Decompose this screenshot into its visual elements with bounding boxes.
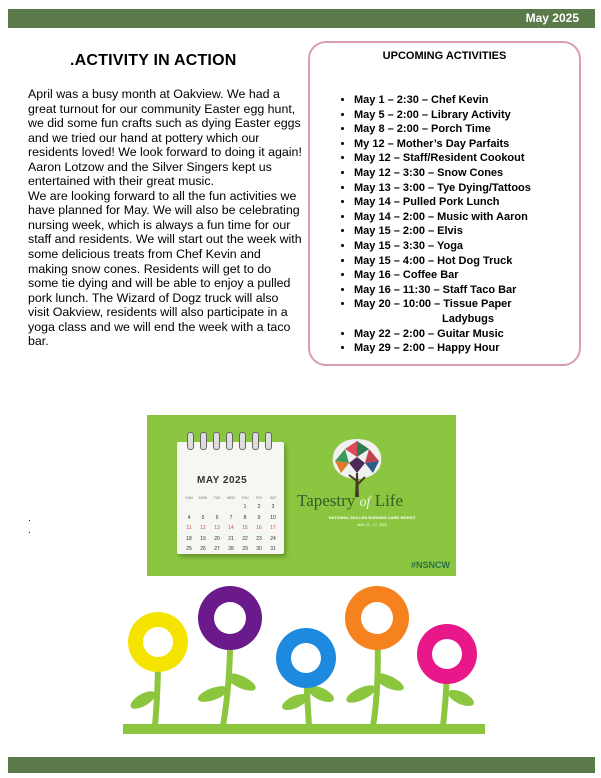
day-cell: 24 [270,535,276,542]
day-cell: 19 [200,535,206,542]
activity-item: • May 22 – 2:00 – Guitar Music [354,327,531,342]
activity-item: • May 14 – 2:00 – Music with Aaron [354,210,531,225]
activity-item: • May 12 – Staff/Resident Cookout [354,151,531,166]
day-cell: 9 [257,514,261,521]
day-cell: 29 [242,546,248,552]
paragraph-2: We are looking forward to all the fun activities we have planned for May. We will also be celebrating nursing week, which is always a fun time for our staff and residents. We will start out the week with some delicious treats from Chef Kevin and making snow cones. Residents will get to do some tie dying and will be able to enjoy a pulled pork lunch. The Wizard of Dogz truck will also visit Oakview, residents will also participate in a yoga class and we will end the week with a taco bar. [28,188,302,349]
activity-item-text: May 20 – 10:00 – Tissue Paper [354,298,512,311]
day-cell: 1 [243,504,247,510]
activity-item: • May 15 – 4:00 – Hot Dog Truck [354,254,531,269]
calendar-week [182,534,280,545]
day-cell: 4 [187,514,191,521]
brand-name [147,491,456,511]
weekday: THU [241,496,249,500]
day-cell: 28 [228,546,234,552]
day-cell: 23 [256,535,262,542]
day-cell: 17 [270,525,276,531]
day-cell: 26 [200,546,206,552]
header-bar [8,9,595,28]
stray-dot: . [28,513,31,524]
newsletter-date: May 2025 [525,11,579,25]
activity-item: • May 16 – 11:30 – Staff Taco Bar [354,283,531,298]
day-cell: 12 [200,525,206,531]
day-cell: 30 [256,546,262,552]
day-cell: 25 [186,546,192,552]
paragraph-1: April was a busy month at Oakview. We had a great turnout for our community Easter egg hunt, we did some fun crafts such as dying Easter eggs and we tried our hand at pottery which our residents loved! We look forward to doing it again! Aaron Lotzow and the Silver Singers kept us entertained with their great music. [28,87,302,189]
upcoming-activities-box [308,41,581,366]
day-cell: 7 [229,514,233,521]
activity-item-continuation: Ladybugs [442,312,494,325]
activity-item: • My 12 – Mother’s Day Parfaits [354,137,531,152]
day-cell: 5 [201,514,205,521]
article-body [28,87,303,349]
day-cell: 31 [270,546,276,552]
calendar-week [182,513,280,524]
activity-item: • May 5 – 2:00 – Library Activity [354,108,531,123]
day-cell: 21 [228,535,234,542]
brand-word: Tapestry [297,491,356,510]
weekday: TUE [213,496,221,500]
title-prefix: . [70,52,75,69]
day-cell: 15 [242,525,248,531]
activity-item: • May 1 – 2:30 – Chef Kevin [354,93,531,108]
brand-word: Life [374,491,404,510]
day-cell: 6 [215,514,219,521]
weekday: MON [198,496,208,500]
brand-word-of: of [359,495,371,510]
activity-list [334,93,531,356]
day-cell: 8 [243,514,247,521]
flowers-illustration-icon [123,582,485,737]
activity-item: • May 29 – 2:00 – Happy Hour [354,341,531,356]
activity-item: • May 15 – 2:00 – Elvis [354,224,531,239]
activity-item: • May 16 – Coffee Bar [354,268,531,283]
footer-bar [8,757,595,773]
activity-item: • May 12 – 3:30 – Snow Cones [354,166,531,181]
calendar-month: MAY 2025 [197,475,248,486]
stray-dots [28,513,31,537]
nursing-week-dates: MAY 11 – 17, 2025 [357,523,387,527]
hashtag: #NSNCW [410,560,450,570]
day-cell: 10 [270,514,276,521]
day-cell: 16 [256,525,262,531]
day-cell: 13 [214,525,220,531]
day-cell: 11 [186,525,192,531]
stray-dot: . [28,525,31,536]
day-cell: 27 [214,546,220,552]
weekday: FRI [256,496,262,500]
calendar-week [182,523,280,534]
calendar-week [182,544,280,555]
day-cell: 20 [214,535,220,542]
weekday: WED [226,496,236,500]
nursing-week-tagline: NATIONAL SKILLED NURSING CARE WEEK® [328,515,416,520]
day-cell: 14 [228,525,234,531]
nursing-week-banner [147,415,456,576]
title-text: ACTIVITY IN ACTION [74,52,237,69]
calendar-rings-icon [187,432,277,450]
activity-item [354,297,531,326]
day-cell: 22 [242,535,248,542]
day-cell: 3 [271,504,275,510]
activity-item: • May 14 – Pulled Pork Lunch [354,195,531,210]
activity-item: • May 8 – 2:00 – Porch Time [354,122,531,137]
upcoming-title: UPCOMING ACTIVITIES [382,50,507,62]
day-cell: 2 [257,504,261,510]
weekday: SAT [269,496,277,500]
activity-item: • May 15 – 3:30 – Yoga [354,239,531,254]
day-cell: 18 [186,535,192,542]
weekday: SUN [185,496,193,500]
activity-item: • May 13 – 3:00 – Tye Dying/Tattoos [354,181,531,196]
article-title [70,52,236,70]
